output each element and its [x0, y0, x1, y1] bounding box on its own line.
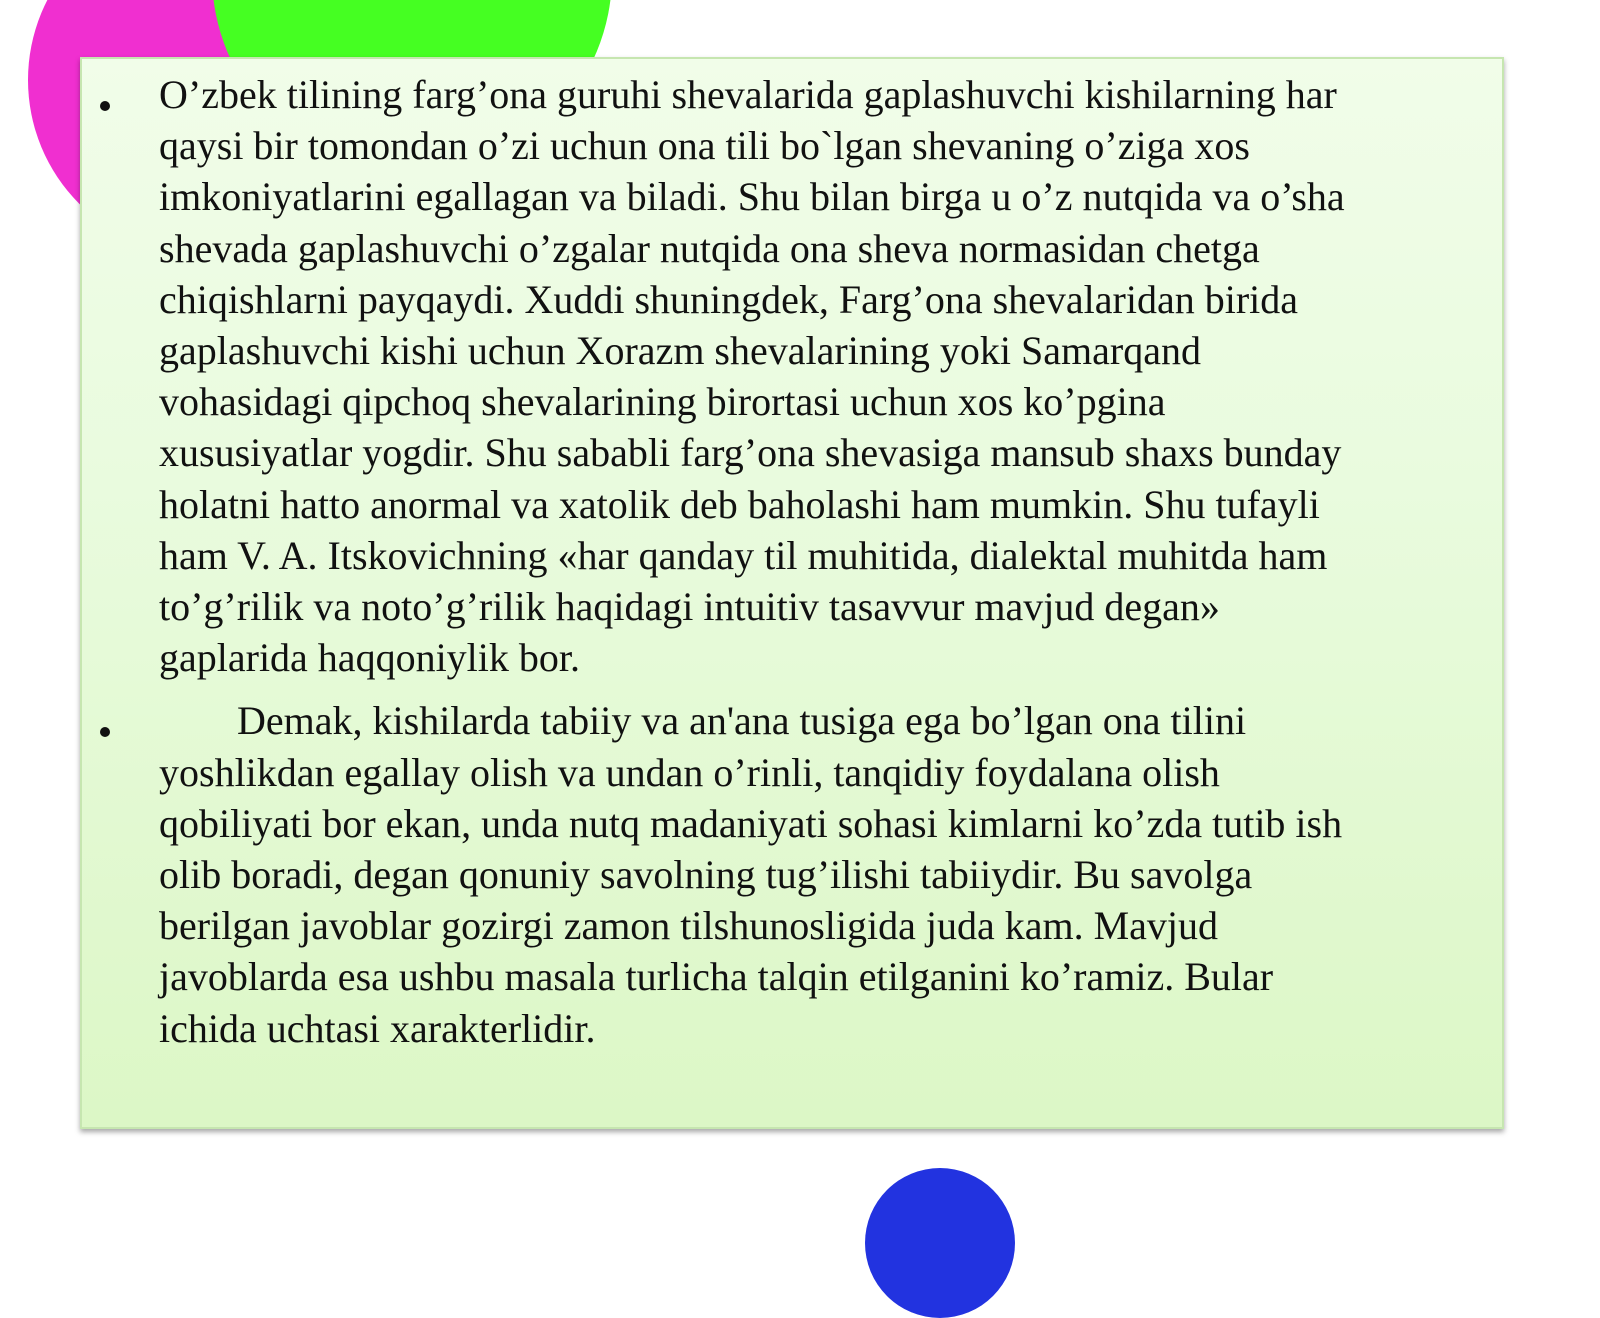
- paragraph-line: gaplarida haqqoniylik bor.: [159, 635, 581, 681]
- paragraph-line: yoshlikdan egallay olish va undan o’rinli, tanqidiy foydalana olish: [159, 749, 1220, 795]
- paragraph-line: javoblarda esa ushbu masala turlicha talqin etilganini ko’ramiz. Bular: [159, 954, 1274, 1000]
- paragraph-line: qaysi bir tomondan o’zi uchun ona tili bo`lgan shevaning o’ziga xos: [159, 123, 1250, 169]
- paragraph-line: berilgan javoblar gozirgi zamon tilshunosligida juda kam. Mavjud: [159, 903, 1219, 949]
- paragraph-line: chiqishlarni payqaydi. Xuddi shuningdek, Farg’ona shevalaridan birida: [159, 276, 1299, 322]
- bullet-item-1: [82, 69, 1502, 683]
- paragraph-line: ichida uchtasi xarakterlidir.: [159, 1005, 596, 1051]
- bullet-item-2: [82, 695, 1502, 1053]
- paragraph-line: gaplashuvchi kishi uchun Xorazm shevalarining yoki Samarqand: [159, 328, 1201, 374]
- paragraph-line: Demak, kishilarda tabiiy va an'ana tusiga ega bo’lgan ona tilini: [237, 698, 1247, 744]
- paragraph-line: qobiliyati bor ekan, unda nutq madaniyati sohasi kimlarni ko’zda tutib ish: [159, 800, 1343, 846]
- bullet-dot-icon: [100, 727, 110, 737]
- paragraph-line: shevada gaplashuvchi o’zgalar nutqida ona sheva normasidan chetga: [159, 225, 1260, 271]
- paragraph-line: O’zbek tilining farg’ona guruhi shevalarida gaplashuvchi kishilarning har: [159, 72, 1337, 117]
- paragraph-line: ham V. A. Itskovichning «har qanday til muhitida, dialektal muhitda ham: [159, 532, 1328, 578]
- paragraph-line: xususiyatlar yogdir. Shu sababli farg’ona shevasiga mansub shaxs bunday: [159, 430, 1342, 476]
- paragraph-line: olib boradi, degan qonuniy savolning tug’ilishi tabiiydir. Bu savolga: [159, 852, 1253, 898]
- paragraph-line: holatni hatto anormal va xatolik deb baholashi ham mumkin. Shu tufayli: [159, 481, 1320, 527]
- content-box: [80, 57, 1504, 1129]
- decorative-blue-circle: [865, 1168, 1015, 1318]
- paragraph-line: vohasidagi qipchoq shevalarining birortasi uchun xos ko’pgina: [159, 379, 1166, 425]
- paragraph-line: imkoniyatlarini egallagan va biladi. Shu bilan birga u o’z nutqida va o’sha: [159, 174, 1345, 220]
- paragraph-line: to’g’rilik va noto’g’rilik haqidagi intuitiv tasavvur mavjud degan»: [159, 584, 1220, 630]
- bullet-dot-icon: [100, 101, 110, 111]
- bullet-list: [82, 69, 1502, 1054]
